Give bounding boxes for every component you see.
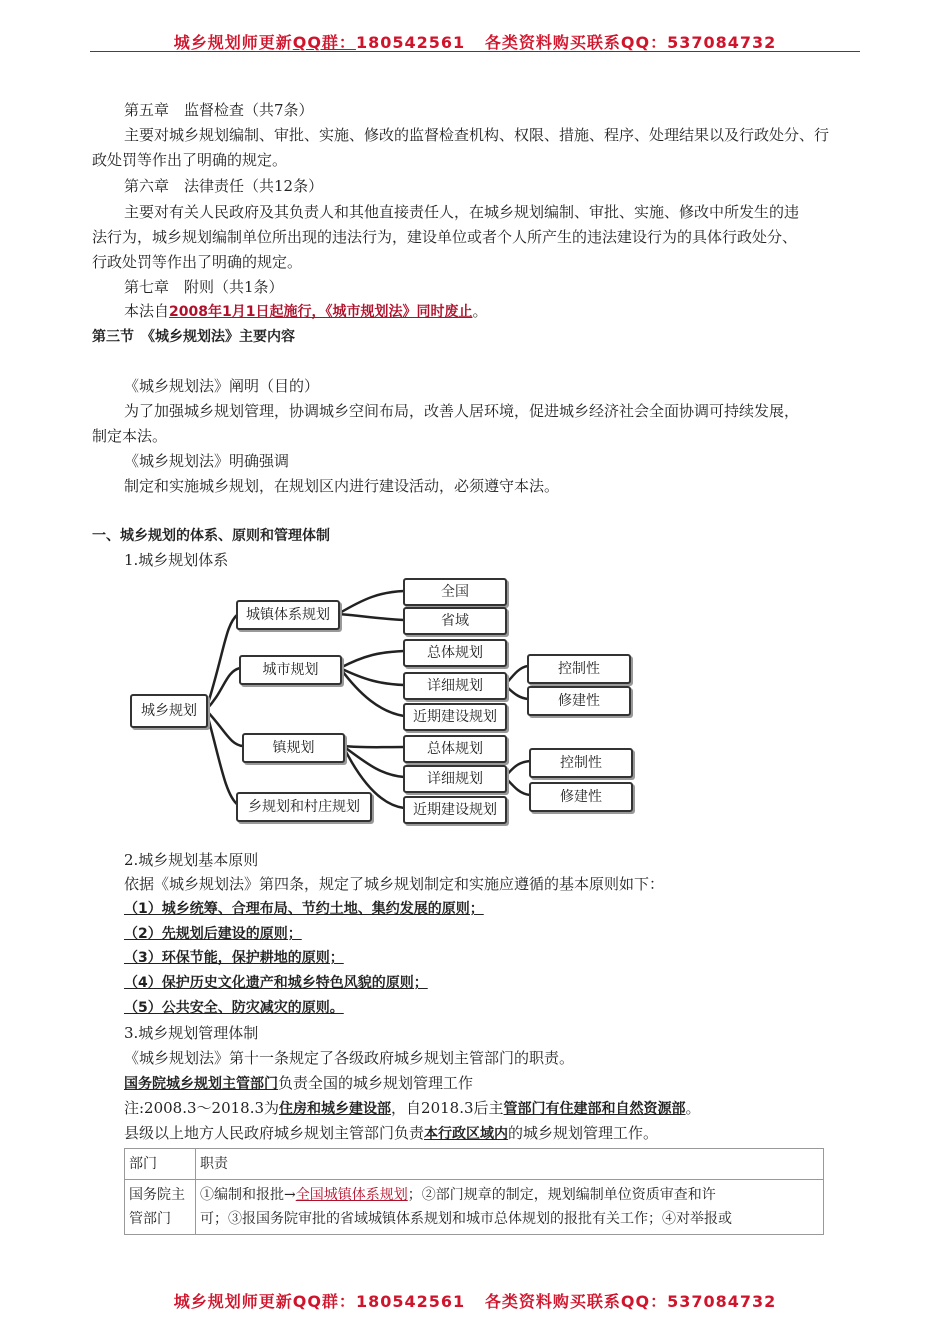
node-city-detailed-plan: 详细规划 [403,672,507,700]
node-town-master-plan: 总体规划 [403,735,507,763]
node-national: 全国 [403,578,507,606]
purpose-title: 《城乡规划法》阐明（目的） [124,377,320,395]
principle-item: （1）城乡统筹、合理布局、节约土地、集约发展的原则； [124,901,484,917]
local-gov-line: 县级以上地方人民政府城乡规划主管部门负责本行政区域内的城乡规划管理工作。 [124,1124,659,1142]
duty-cell: ①编制和报批→全国城镇体系规划；②部门规章的制定，规划编制单位资质审查和许 可；③报国务院审批的省域城镇体系规划和城市总体规划的报批有关工作；④对举报或 [196,1180,824,1235]
section3-title: 第三节 《城乡规划法》主要内容 [92,329,295,345]
ch6-para-end: 行政处罚等作出了明确的规定。 [92,253,303,271]
effective-date-highlight: 2008年1月1日起施行，《城市规划法》同时废止 [169,304,473,320]
principles-intro: 依据《城乡规划法》第四条，规定了城乡规划制定和实施应遵循的基本原则如下： [124,875,665,893]
qq-number: 537084732 [667,33,777,52]
ch5-para: 主要对城乡规划编制、审批、实施、修改的监督检查机构、权限、措施、程序、处理结果以及行政处分、行 [124,126,830,144]
page-footer: 城乡规划师更新QQ群：180542561 各类资料购买联系QQ：537084732 [173,1292,777,1311]
purpose-para-cont: 制定本法。 [92,427,168,445]
principle-item: （5）公共安全、防灾减灾的原则。 [124,1000,344,1016]
table-header-row [125,1149,824,1180]
ch5-para-cont: 政处罚等作出了明确的规定。 [92,151,288,169]
page-header: 城乡规划师更新QQ群：180542561 各类资料购买联系QQ：537084732 [173,33,777,52]
principle-item: （2）先规划后建设的原则； [124,926,302,942]
principle-item: （3）环保节能，保护耕地的原则； [124,950,344,966]
emphasis-para: 制定和实施城乡规划，在规划区内进行建设活动，必须遵守本法。 [124,477,560,495]
node-provincial: 省域 [403,607,507,635]
dept-cell: 国务院主 管部门 [125,1180,196,1235]
node-town-regulatory: 控制性 [529,748,633,778]
state-council-line: 国务院城乡规划主管部门负责全国的城乡规划管理工作 [124,1074,474,1092]
table-row [125,1180,824,1235]
article11-text: 《城乡规划法》第十一条规定了各级政府城乡规划主管部门的职责。 [124,1049,575,1067]
root-node: 城乡规划 [130,694,208,728]
node-town-detailed-plan: 详细规划 [403,765,507,793]
ch6-para-cont: 法行为，城乡规划编制单位所出现的违法行为，建设单位或者个人所产生的违法建设行为的具体行政处分、 [92,228,798,246]
node-city-master-plan: 总体规划 [403,639,507,667]
principle-item: （4）保护历史文化遗产和城乡特色风貌的原则； [124,975,428,991]
node-town-short-term-plan: 近期建设规划 [403,796,507,824]
ch6-para: 主要对有关人民政府及其负责人和其他直接责任人，在城乡规划编制、审批、实施、修改中所发生的违 [124,203,800,221]
node-city-plan: 城市规划 [239,655,342,685]
qq-group-label: QQ群： [292,33,356,52]
node-city-regulatory: 控制性 [527,654,631,684]
header-duty: 职责 [196,1149,824,1180]
system-subtitle: 1.城乡规划体系 [124,551,229,569]
node-town-system-plan: 城镇体系规划 [236,600,340,630]
ch7-title: 第七章 附则（共1条） [124,278,284,296]
node-town-site: 修建性 [529,782,633,812]
ch5-title: 第五章 监督检查（共7条） [124,101,314,119]
part1-title: 一、城乡规划的体系、原则和管理体制 [92,528,330,544]
node-city-short-term-plan: 近期建设规划 [403,703,507,731]
ch6-title: 第六章 法律责任（共12条） [124,177,324,195]
state-council-highlight: 国务院城乡规划主管部门 [124,1076,278,1092]
node-city-site: 修建性 [527,686,631,716]
node-town-plan: 镇规划 [242,733,345,763]
management-subtitle: 3.城乡规划管理体制 [124,1024,259,1042]
node-village-plan: 乡规划和村庄规划 [236,792,372,822]
qq-group-number: 180542561 [355,33,466,52]
note-line: 注:2008.3～2018.3为住房和城乡建设部，自2018.3后主管部门有住建部和自然资源部。 [124,1099,701,1117]
header-dept: 部门 [125,1149,196,1180]
purpose-para: 为了加强城乡规划管理，协调城乡空间布局，改善人居环境，促进城乡经济社会全面协调可持续发展， [124,402,800,420]
duties-table [124,1148,824,1235]
effective-date: 本法自2008年1月1日起施行，《城市规划法》同时废止。 [124,302,488,320]
principles-subtitle: 2.城乡规划基本原则 [124,851,259,869]
emphasis-title: 《城乡规划法》明确强调 [124,452,290,470]
